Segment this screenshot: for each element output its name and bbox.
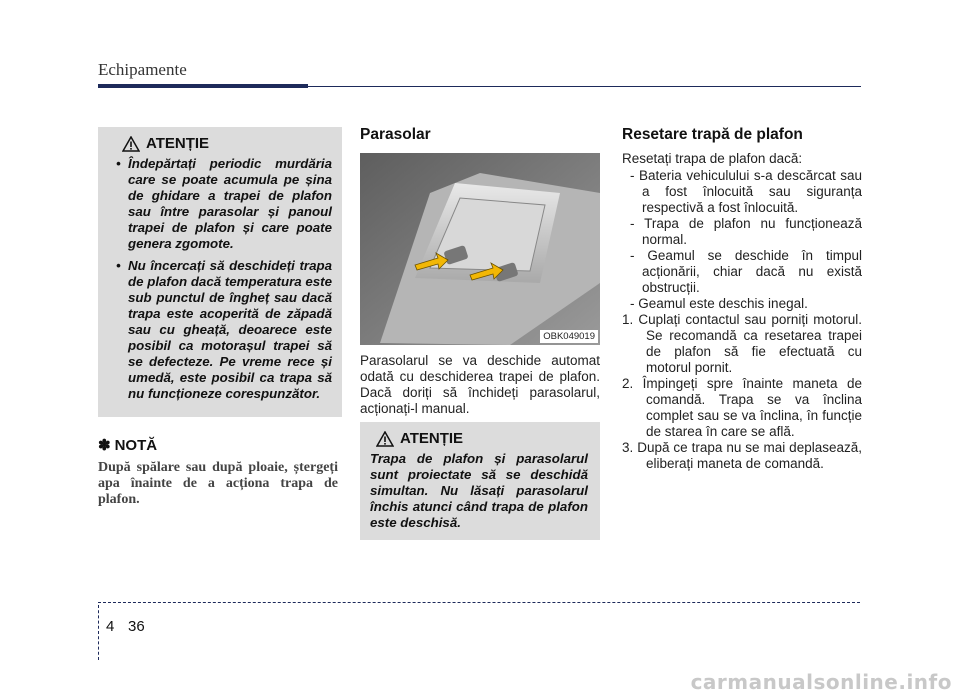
caution-text: Trapa de plafon și parasolarul sunt proiectate să se deschidă simultan. Nu lăsați parasolarul închis atunci când trapa de plafon este deschisă. bbox=[370, 451, 588, 530]
reset-step: 1. Cuplați contactul sau porniți motorul. Se recomandă ca resetarea trapei de plafon să fie efectuată cu motorul pornit. bbox=[622, 312, 862, 375]
reset-content bbox=[622, 151, 862, 472]
note-heading-label: NOTĂ bbox=[114, 436, 158, 454]
sunroof-photo bbox=[360, 153, 600, 345]
caution-box-middle bbox=[360, 422, 600, 540]
page-header-title: Echipamente bbox=[98, 60, 187, 79]
note-heading bbox=[98, 436, 157, 454]
section-title-reset: Resetare trapă de plafon bbox=[622, 126, 803, 143]
caution-item-text: Îndepărtați periodic murdăria care se poate acumula pe șina de ghidare a trapei de plafon sau între parasolar și panoul trapei de plafon și care poate genera zgomote. bbox=[128, 156, 332, 251]
note-symbol-icon: ✽ bbox=[98, 437, 111, 454]
reset-steps-list bbox=[622, 312, 862, 472]
reset-step: 3. După ce trapa nu se mai deplasează, eliberați maneta de comandă. bbox=[622, 440, 862, 471]
warning-icon bbox=[376, 431, 394, 447]
warning-icon bbox=[122, 136, 140, 152]
reset-condition: - Trapa de plafon nu funcționează normal. bbox=[630, 216, 862, 247]
caution-item-text: Nu încercați să deschideți trapa de plafon dacă temperatura este sub punctul de îngheț sau dacă trapa este acoperită de zăpadă sau cu gheață, deoarece este posibil ca motorașul trapei să se defecteze. Pe vreme rece și umedă, este posibil ca trapa să nu funcționeze corespunzător. bbox=[128, 258, 332, 401]
caution-heading-label: ATENȚIE bbox=[146, 135, 210, 152]
note-text: După spălare sau după ploaie, ștergeți apa înainte de a acționa trapa de plafon. bbox=[98, 460, 338, 507]
caution-list bbox=[106, 156, 332, 402]
parasolar-text: Parasolarul se va deschide automat odată cu deschiderea trapei de plafon. Dacă doriți să închideți parasolarul, acționați-l manual. bbox=[360, 353, 600, 416]
footer-rule bbox=[98, 602, 860, 603]
chapter-number: 4 bbox=[106, 618, 115, 635]
reset-condition: - Geamul este deschis inegal. bbox=[630, 296, 808, 311]
reset-condition: - Geamul se deschide în timpul acționării, chiar dacă nu există obstrucții. bbox=[630, 248, 862, 295]
section-title-parasolar: Parasolar bbox=[360, 126, 431, 143]
site-watermark: carmanualsonline.info bbox=[690, 670, 952, 694]
page-number: 36 bbox=[128, 618, 145, 635]
sunroof-illustration bbox=[360, 153, 600, 345]
footer-rule-vertical bbox=[98, 605, 99, 660]
caution-item: • Îndepărtați periodic murdăria care se poate acumula pe șina de ghidare a trapei de plafon sau între parasolar și panoul trapei de plafon și care poate genera zgomote. bbox=[116, 156, 332, 251]
header-rule-thick bbox=[98, 84, 308, 88]
header-rule-thin bbox=[308, 86, 861, 87]
reset-condition: - Bateria vehiculului s-a descărcat sau a fost înlocuită sau siguranța respectivă a fost înlocuită. bbox=[630, 168, 862, 215]
caution-box-left bbox=[98, 127, 342, 417]
reset-step: 2. Împingeți spre înainte maneta de comandă. Trapa se va înclina complet sau se va înclina, în funcție de starea în care se află. bbox=[622, 376, 862, 439]
photo-caption: OBK049019 bbox=[540, 330, 598, 343]
reset-conditions-list bbox=[622, 168, 862, 312]
caution-heading bbox=[376, 430, 588, 447]
caution-item: • Nu încercați să deschideți trapa de plafon dacă temperatura este sub punctul de îngheț sau dacă trapa este acoperită de zăpadă sau cu gheață, deoarece este posibil ca motorașul trapei să se defecteze. Pe vreme rece și umedă, este posibil ca trapa să nu funcționeze corespunzător. bbox=[116, 258, 332, 401]
caution-heading bbox=[122, 135, 332, 152]
caution-heading-label: ATENȚIE bbox=[400, 430, 464, 447]
reset-intro: Resetați trapa de plafon dacă: bbox=[622, 151, 803, 166]
